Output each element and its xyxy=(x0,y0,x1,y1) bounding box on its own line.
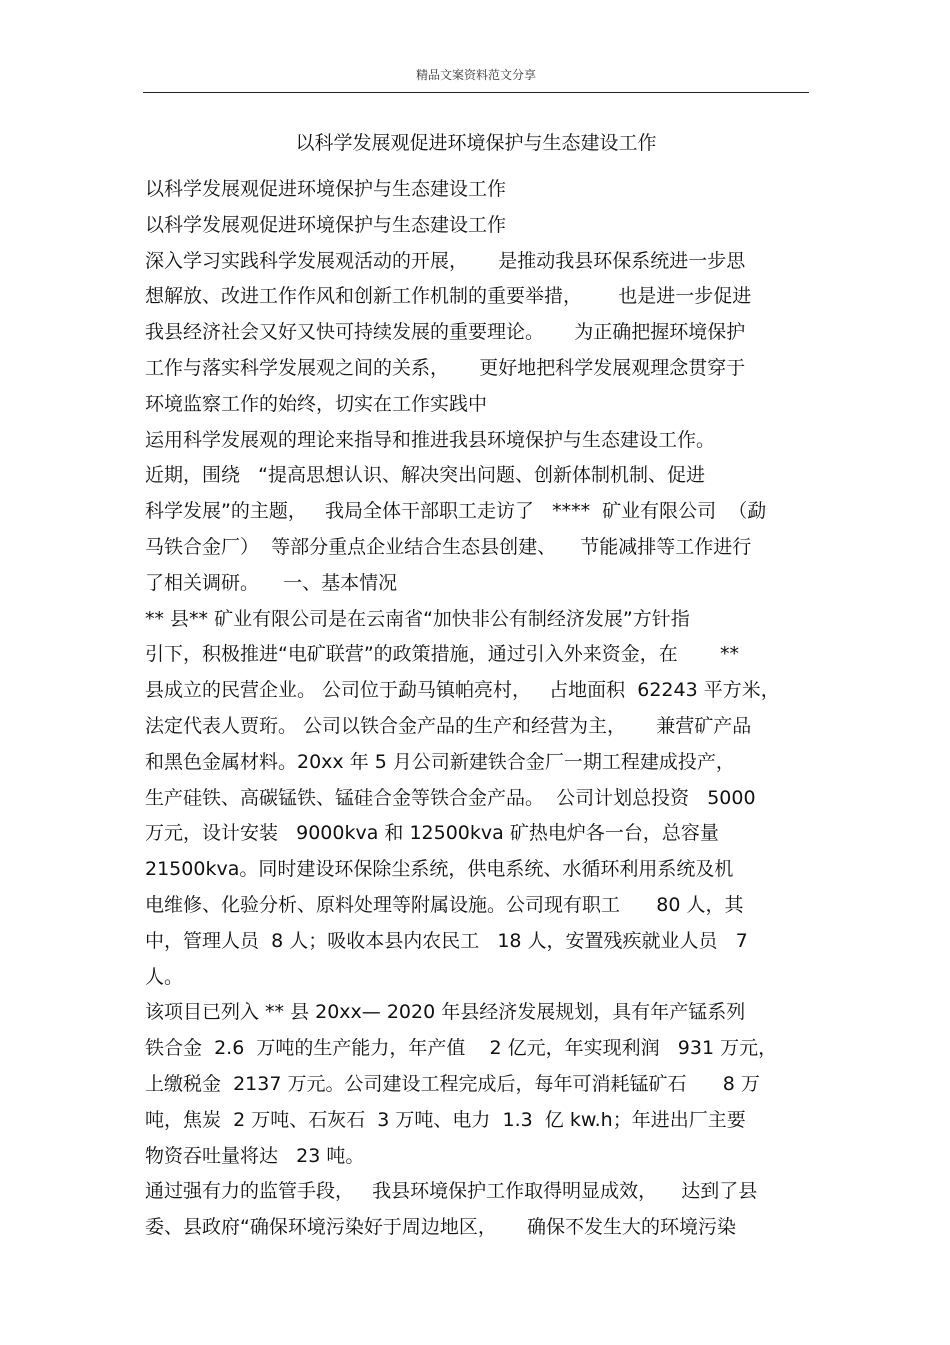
body-text-line: 法定代表人贾珩。 公司以铁合金产品的生产和经营为主， 兼营矿产品 xyxy=(145,714,752,737)
body-text-line: 了相关调研。 一、基本情况 xyxy=(145,571,398,594)
header-text: 精品文案资料范文分享 xyxy=(415,68,536,82)
body-text-line: 县成立的民营企业。 公司位于勐马镇帕亮村， 占地面积 62243 平方米， xyxy=(145,679,780,702)
body-text-line: 运用科学发展观的理论来指导和推进我县环境保护与生态建设工作。 xyxy=(145,428,716,451)
body-text-line: 环境监察工作的始终，切实在工作实践中 xyxy=(145,392,488,415)
body-text-line: 科学发展”的主题， 我局全体干部职工走访了 **** 矿业有限公司 （勐 xyxy=(145,500,767,523)
body-text-line: 铁合金 2.6 万吨的生产能力，年产值 2 亿元，年实现利润 931 万元， xyxy=(145,1037,778,1060)
body-text-line: 以科学发展观促进环境保护与生态建设工作 xyxy=(145,213,507,236)
document-body xyxy=(145,172,813,1246)
body-text-line: 中，管理人员 8 人；吸收本县内农民工 18 人，安置残疾就业人员 7 xyxy=(145,929,748,952)
body-text-line: 我县经济社会又好又快可持续发展的重要理论。 为正确把握环境保护 xyxy=(145,321,746,344)
body-text-line: 该项目已列入 ** 县 20xx— 2020 年县经济发展规划，具有年产锰系列 xyxy=(145,1001,746,1024)
body-text-line: 引下，积极推进“电矿联营”的政策措施，通过引入外来资金，在 ** xyxy=(145,643,739,666)
body-text-line: 近期，围绕 “提高思想认识、解决突出问题、创新体制机制、促进 xyxy=(145,464,705,487)
body-text-line: 物资吞吐量将达 23 吨。 xyxy=(145,1144,365,1167)
body-text-line: 生产硅铁、高碳锰铁、锰硅合金等铁合金产品。 公司计划总投资 5000 xyxy=(145,786,756,809)
body-text-line: 深入学习实践科学发展观活动的开展， 是推动我县环保系统进一步思 xyxy=(145,249,746,272)
body-text-line: 人。 xyxy=(145,965,184,988)
body-text-line: 吨，焦炭 2 万吨、石灰石 3 万吨、电力 1.3 亿 kw.h；年进出厂主要 xyxy=(145,1108,746,1131)
body-text-line: 上缴税金 2137 万元。公司建设工程完成后，每年可消耗锰矿石 8 万 xyxy=(145,1072,760,1095)
body-text-line: 马铁合金厂） 等部分重点企业结合生态县创建、 节能减排等工作进行 xyxy=(145,535,752,558)
body-text-line: 电维修、化验分析、原料处理等附属设施。公司现有职工 80 人，其 xyxy=(145,893,744,916)
body-text-line: 委、县政府“确保环境污染好于周边地区， 确保不发生大的环境污染 xyxy=(145,1216,737,1239)
body-text-line: 万元，设计安装 9000kva 和 12500kva 矿热电炉各一台，总容量 xyxy=(145,822,719,845)
body-text-line: 21500kva。同时建设环保除尘系统，供电系统、水循环利用系统及机 xyxy=(145,858,734,881)
page-header xyxy=(143,64,809,93)
body-text-line: 想解放、改进工作作风和创新工作机制的重要举措， 也是进一步促进 xyxy=(145,285,752,308)
body-text-line: ** 县** 矿业有限公司是在云南省“加快非公有制经济发展”方针指 xyxy=(145,607,690,630)
document-title: 以科学发展观促进环境保护与生态建设工作 xyxy=(295,132,657,154)
body-text-line: 工作与落实科学发展观之间的关系， 更好地把科学发展观理念贯穿于 xyxy=(145,356,746,379)
body-text-line: 和黑色金属材料。20xx 年 5 月公司新建铁合金厂一期工程建成投产， xyxy=(145,750,735,773)
body-text-line: 以科学发展观促进环境保护与生态建设工作 xyxy=(145,178,507,200)
body-text-line: 通过强有力的监管手段， 我县环境保护工作取得明显成效， 达到了县 xyxy=(145,1180,758,1203)
